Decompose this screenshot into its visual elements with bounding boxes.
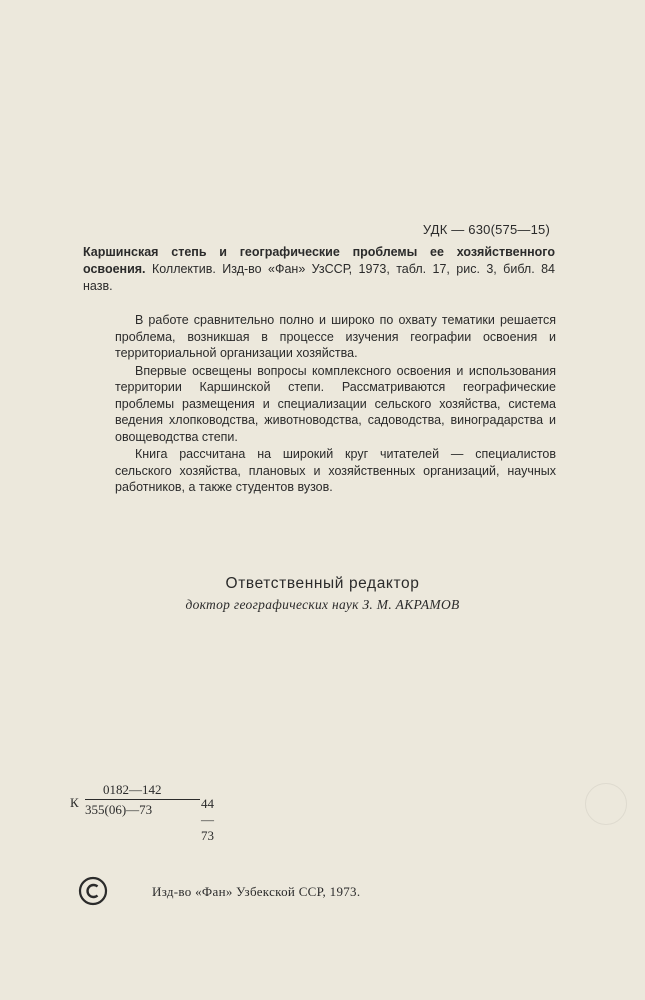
index-tail: 44—73: [201, 796, 214, 843]
fraction-line: [85, 799, 200, 800]
editor-heading: Ответственный редактор: [225, 575, 420, 592]
abstract-paragraph: В работе сравнительно полно и широко по охвату тематики решается проблема, возникшая в процессе изучения географии освоения и территориальной организации хозяйства.: [115, 313, 556, 360]
copyright-line: Изд-во «Фан» Узбекской ССР, 1973.: [152, 884, 361, 899]
bibliographic-details: Коллектив. Изд-во «Фан» УзССР, 1973, табл. 17, рис. 3, библ. 84 назв.: [83, 262, 555, 293]
udk-code: УДК — 630(575—15): [422, 222, 550, 237]
index-denominator: 355(06)—73: [85, 802, 153, 817]
abstract-paragraph: Книга рассчитана на широкий круг читателей — специалистов сельского хозяйства, плановых и хозяйственных организаций, научных работников, а также студентов вузов.: [115, 447, 556, 494]
abstract-paragraph: Впервые освещены вопросы комплексного освоения и использования территории Каршинской степи. Рассматриваются географические проблемы размещения и специализации сельского хозяйства, система ведения хлопководства, животноводства, садоводства, виноградарства и овощеводства степи.: [115, 363, 556, 444]
index-letter: К: [70, 795, 79, 810]
bibliographic-entry: [83, 244, 555, 295]
editor-name: З. М. АКРАМОВ: [362, 597, 460, 612]
book-title: Каршинская степь и географические проблемы ее хозяйственного освоения.: [83, 245, 555, 276]
editor-degree: доктор географических наук: [185, 597, 359, 612]
index-numerator: 0182—142: [103, 782, 162, 797]
abstract: [115, 312, 556, 496]
editor-credit: [0, 597, 645, 613]
page-stain: [585, 783, 627, 825]
index-fraction: [85, 782, 200, 818]
copyright-icon: [78, 876, 108, 906]
